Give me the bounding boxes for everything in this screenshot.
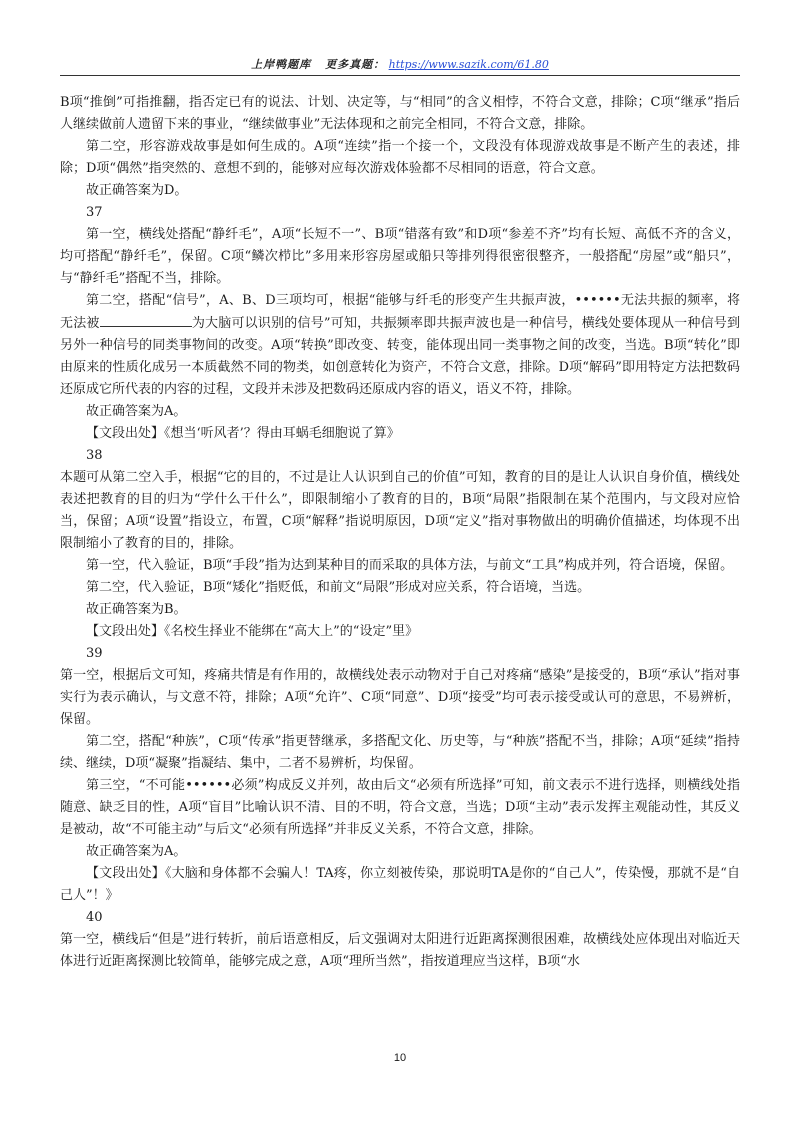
paragraph: 本题可从第二空入手，根据“它的目的，不过是让人认识到自己的价值”可知，教育的目的是让人认识自身价值，横线处表述把教育的目的归为“学什么干什么”，即限制缩小了教育的目的，B项“局限”指限制在某个范围内，与文段对应恰当，保留；A项“设置”指设立，布置，C项“解释”指说明原因，D项“定义”指对事物做出的明确价值描述，均体现不出限制缩小了教育的目的，排除。 (60, 470, 740, 551)
answer-line: 故正确答案为A。 (86, 404, 187, 419)
paragraph-part: 第二空，搭配“信号”，A、B、D三项均可，根据“能够与纤毛的形变产生共振声波，••••••无法共振的频率，将无法被 (60, 293, 740, 331)
document-body (60, 92, 740, 973)
header-divider (60, 75, 740, 76)
question-number: 40 (86, 910, 103, 925)
answer-line: 故正确答案为A。 (86, 844, 187, 859)
page-number: 10 (393, 1052, 407, 1064)
paragraph: 第二空，搭配“种族”，C项“传承”指更替继承，多搭配文化、历史等，与“种族”搭配不当，排除；A项“延续”指持续、继续，D项“凝聚”指凝结、集中，二者不易辨析，均保留。 (60, 734, 740, 771)
question-number: 37 (86, 205, 103, 220)
paragraph: 第二空，代入验证，B项“矮化”指贬低，和前文“局限”形成对应关系，符合语境，当选。 (86, 580, 591, 595)
question-number: 39 (86, 646, 103, 661)
paragraph: 第二空，形容游戏故事是如何生成的。A项“连续”指一个接一个，文段没有体现游戏故事是不断产生的表述，排除；D项“偶然”指突然的、意想不到的，能够对应每次游戏体验都不尽相同的语意，符合文意。 (60, 139, 740, 176)
answer-line: 故正确答案为B。 (86, 602, 187, 617)
source-line: 【文段出处】《名校生择业不能绑在“高大上”的“设定”里》 (86, 624, 419, 639)
paragraph: B项“推倒”可指推翻，指否定已有的说法、计划、决定等，与“相同”的含义相悖，不符合文意，排除；C项“继承”指后人继续做前人遗留下来的事业，“继续做事业”无法体现和之前完全相同，不符合文意，排除。 (60, 95, 740, 132)
page-header (60, 56, 740, 74)
blank-line (100, 312, 192, 327)
header-link[interactable]: https://www.sazik.com/61.80 (388, 58, 549, 71)
paragraph: 第一空，横线后“但是”进行转折，前后语意相反，后文强调对太阳进行近距离探测很困难，故横线处应体现出对临近天体进行近距离探测比较简单，能够完成之意，A项“理所当然”，指按道理应当这样，B项“水 (60, 932, 740, 969)
answer-line: 故正确答案为D。 (86, 183, 188, 198)
header-more-label: 更多真题： (325, 58, 386, 71)
source-line: 【文段出处】《想当‘听风者’？得由耳蜗毛细胞说了算》 (86, 426, 400, 441)
paragraph: 第三空，“不可能••••••必须”构成反义并列，故由后文“必须有所选择”可知，前文表示不进行选择，则横线处指随意、缺乏目的性，A项“盲目”比喻认识不清、目的不明，符合文意，当选；D项“主动”表示发挥主观能动性，其反义是被动，故“不可能主动”与后文“必须有所选择”并非反义关系，不符合文意，排除。 (60, 778, 740, 837)
paragraph: 第一空，代入验证，B项“手段”指为达到某种目的而采取的具体方法，与前文“工具”构成并列，符合语境，保留。 (86, 558, 734, 573)
paragraph: 第一空，根据后文可知，疼痛共情是有作用的，故横线处表示动物对于自己对疼痛“感染”是接受的，B项“承认”指对事实行为表示确认，与文意不符，排除；A项“允许”、C项“同意”、D项“接受”均可表示接受或认可的意思，不易辨析，保留。 (60, 668, 740, 727)
paragraph (60, 290, 740, 401)
source-line: 【文段出处】《大脑和身体都不会骗人！TA疼，你立刻被传染，那说明TA是你的“自己人”，传染慢，那就不是“自己人”！》 (60, 866, 740, 903)
paragraph: 第一空，横线处搭配“静纤毛”，A项“长短不一”、B项“错落有致”和D项“参差不齐”均有长短、高低不齐的含义，均可搭配“静纤毛”，保留。C项“鳞次栉比”多用来形容房屋或船只等排列得很密很整齐，一般搭配“房屋”或“船只”，与“静纤毛”搭配不当，排除。 (60, 227, 740, 286)
paragraph-part: 为大脑可以识别的信号”可知，共振频率即共振声波也是一种信号，横线处要体现从一种信号到另外一种信号的同类事物间的改变。A项“转换”即改变、转变，能体现出同一类事物之间的改变，当选。B项“转化”即由原来的性质化成另一本质截然不同的物类，如创意转化为资产，不符合文意，排除。D项“解码”即用特定方法把数码还原成它所代表的内容的过程，文段并未涉及把数码还原成内容的语义，语义不符，排除。 (60, 316, 740, 397)
question-number: 38 (86, 448, 103, 463)
header-brand: 上岸鸭题库 (251, 58, 312, 71)
